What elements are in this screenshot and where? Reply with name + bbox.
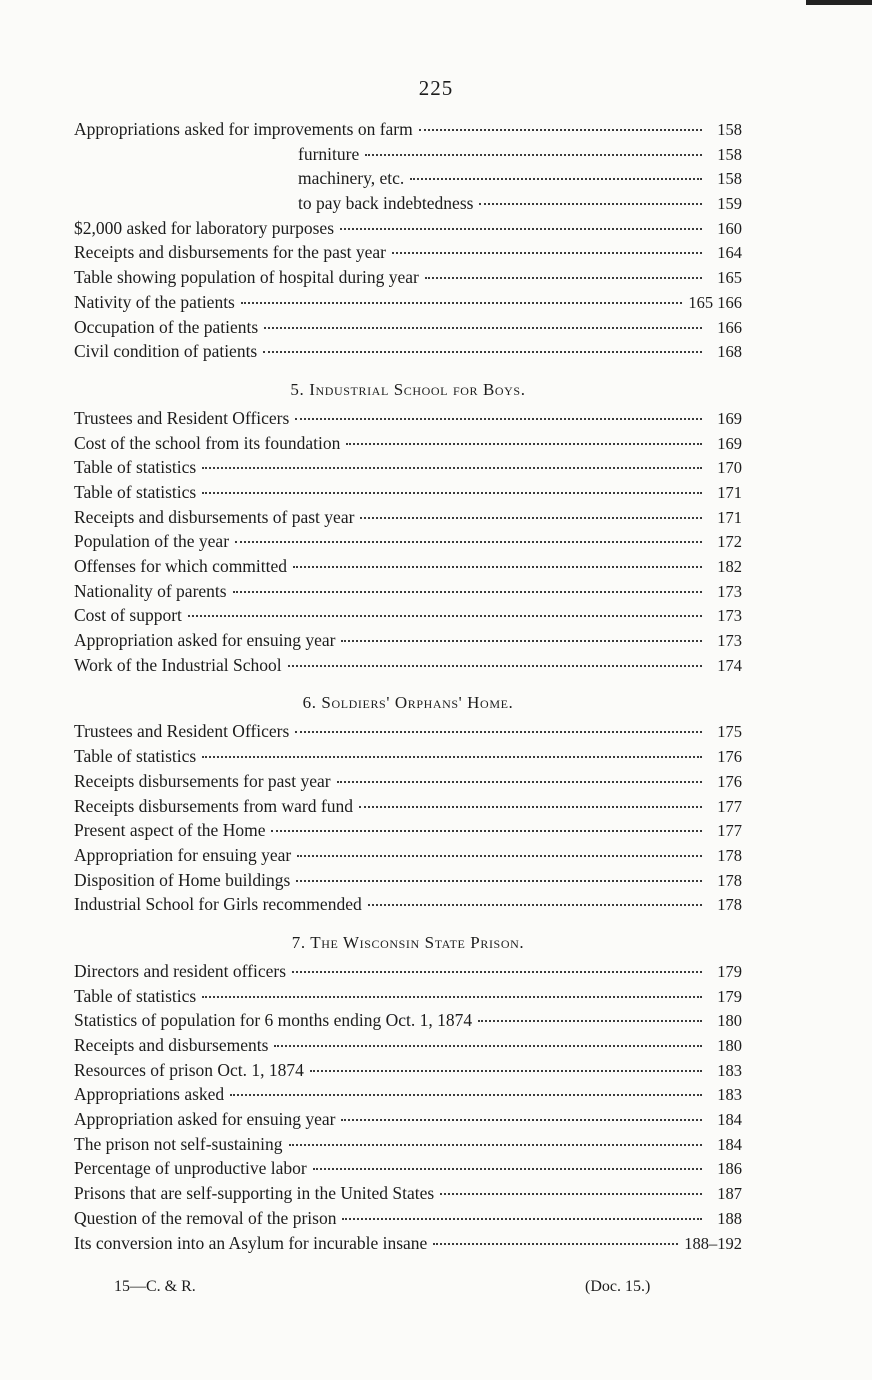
toc-entry <box>74 339 742 364</box>
toc-entry <box>74 1058 742 1083</box>
entry-page-number: 159 <box>717 194 742 214</box>
toc-entry <box>74 1107 742 1132</box>
dot-leader <box>293 566 702 568</box>
entry-page-number: 183 <box>717 1060 742 1080</box>
dot-leader <box>271 830 702 832</box>
toc-entry <box>74 868 742 893</box>
toc-section <box>74 380 742 678</box>
toc-entry <box>74 719 742 744</box>
dot-leader <box>233 591 702 593</box>
entry-page-number: 174 <box>717 655 742 675</box>
entry-label: Prisons that are self-supporting in the United States <box>74 1183 435 1204</box>
entry-page-number: 184 <box>717 1134 742 1154</box>
toc-entry <box>74 984 742 1009</box>
entry-label: Appropriation asked for ensuing year <box>74 630 336 651</box>
entry-label: Table of statistics <box>74 481 197 502</box>
dot-leader <box>295 731 702 733</box>
toc-entry <box>74 265 742 290</box>
dot-leader <box>235 541 702 543</box>
toc-entry <box>74 769 742 794</box>
entry-page-number: 158 <box>717 120 742 139</box>
toc-entry <box>74 431 742 456</box>
dot-leader <box>202 467 702 469</box>
entry-page-number: 168 <box>717 342 742 362</box>
toc-entry <box>74 1132 742 1157</box>
dot-leader <box>410 178 702 180</box>
entry-page-number: 188 <box>717 1208 742 1228</box>
entry-page-number: 166 <box>717 317 742 337</box>
entry-page-number: 184 <box>717 1110 742 1130</box>
entry-page-number: 182 <box>717 557 742 576</box>
entry-label: Receipts disbursements from ward fund <box>74 795 353 816</box>
toc-entry <box>74 818 742 843</box>
dot-leader <box>342 1218 702 1220</box>
toc-entry <box>74 1206 742 1231</box>
entry-page-number: 176 <box>717 747 742 767</box>
entry-label: Industrial School for Girls recommended <box>74 894 362 915</box>
entry-page-number: 179 <box>717 986 742 1006</box>
table-of-contents <box>74 117 742 1255</box>
entry-label: Trustees and Resident Officers <box>74 407 290 428</box>
toc-section <box>74 693 742 917</box>
toc-entry <box>74 1231 742 1256</box>
entry-label: Offenses for which committed <box>74 556 288 576</box>
entry-page-number: 180 <box>717 1036 742 1055</box>
entry-page-number: 178 <box>717 870 742 890</box>
entry-page-number: 178 <box>717 895 742 915</box>
dot-leader <box>337 781 702 783</box>
entry-label: Appropriations asked <box>74 1084 225 1105</box>
entry-label: Table of statistics <box>74 746 197 767</box>
dot-leader <box>479 203 702 205</box>
toc-entry <box>74 166 742 191</box>
dot-leader <box>419 129 702 131</box>
dot-leader <box>296 880 702 882</box>
section-heading: 7. The Wisconsin State Prison. <box>291 932 525 952</box>
toc-entry <box>74 744 742 769</box>
toc-entry <box>74 628 742 653</box>
dot-leader <box>425 277 702 279</box>
toc-entry <box>74 290 742 315</box>
toc-entry <box>74 1033 742 1058</box>
dot-leader <box>368 904 702 906</box>
toc-entry <box>74 406 742 431</box>
entry-label: Receipts and disbursements of past year <box>74 506 355 527</box>
entry-label: Statistics of population for 6 months ending Oct. 1, 1874 <box>74 1010 473 1031</box>
entry-page-number: 186 <box>717 1159 742 1179</box>
entry-label: Receipts disbursements for past year <box>74 770 331 791</box>
entry-label: The prison not self-sustaining <box>74 1133 283 1154</box>
entry-label: Appropriation for ensuing year <box>74 844 292 865</box>
entry-label: Question of the removal of the prison <box>74 1207 337 1228</box>
page-number: 225 <box>418 76 454 100</box>
entry-label: Disposition of Home buildings <box>74 869 291 890</box>
section-heading: 6. Soldiers' Orphans' Home. <box>302 693 514 713</box>
dot-leader <box>359 806 702 808</box>
toc-entry <box>74 455 742 480</box>
dot-leader <box>202 996 702 998</box>
entry-label: Work of the Industrial School <box>74 654 282 675</box>
entry-label: machinery, etc. <box>298 168 405 189</box>
entry-label: Resources of prison Oct. 1, 1874 <box>74 1059 304 1080</box>
toc-entry <box>74 794 742 819</box>
toc-entry <box>74 892 742 917</box>
entry-label: Table showing population of hospital during year <box>74 267 419 288</box>
entry-label: Appropriations asked for improvements on farm <box>74 119 413 139</box>
entry-page-number: 177 <box>717 796 742 816</box>
entry-page-number: 175 <box>717 722 742 742</box>
toc-entry <box>74 653 742 678</box>
entry-label: to pay back indebtedness <box>298 193 474 214</box>
entry-label: Receipts and disbursements for the past year <box>74 242 386 263</box>
toc-entry <box>74 554 742 579</box>
entry-page-number: 171 <box>717 507 742 527</box>
entry-label: Percentage of unproductive labor <box>74 1158 307 1179</box>
dot-leader <box>241 302 683 304</box>
dot-leader <box>263 351 702 353</box>
entry-page-number: 158 <box>717 144 742 164</box>
dot-leader <box>274 1045 702 1047</box>
entry-page-number: 173 <box>717 631 742 651</box>
dot-leader <box>433 1243 678 1245</box>
dot-leader <box>310 1070 702 1072</box>
entry-label: Trustees and Resident Officers <box>74 721 290 742</box>
entry-label: Present aspect of the Home <box>74 820 266 841</box>
toc-entry <box>74 529 742 554</box>
dot-leader <box>341 640 702 642</box>
toc-entry <box>74 216 742 241</box>
dot-leader <box>288 665 702 667</box>
dot-leader <box>289 1144 702 1146</box>
entry-page-number: 165 166 <box>688 292 742 312</box>
entry-page-number: 158 <box>717 169 742 189</box>
dot-leader <box>346 443 702 445</box>
toc-entry <box>74 959 742 984</box>
footer-signature: 15—C. & R. <box>114 1278 196 1295</box>
entry-page-number: 177 <box>717 821 742 841</box>
entry-page-number: 176 <box>717 771 742 791</box>
footer-doc-number: (Doc. 15.) <box>585 1278 651 1295</box>
toc-entry <box>74 1008 742 1033</box>
entry-label: Occupation of the patients <box>74 316 259 337</box>
entry-page-number: 164 <box>717 243 742 263</box>
entry-label: Table of statistics <box>74 457 197 478</box>
toc-entry <box>74 603 742 628</box>
entry-page-number: 180 <box>717 1011 742 1031</box>
toc-entry <box>74 505 742 530</box>
entry-page-number: 160 <box>717 218 742 238</box>
dot-leader <box>202 756 702 758</box>
dot-leader <box>230 1094 702 1096</box>
entry-page-number: 187 <box>717 1184 742 1204</box>
dot-leader <box>264 327 702 329</box>
dot-leader <box>341 1119 702 1121</box>
dot-leader <box>297 855 702 857</box>
toc-entry <box>74 315 742 340</box>
toc-entry <box>74 579 742 604</box>
entry-label: Receipts and disbursements <box>74 1035 269 1055</box>
dot-leader <box>295 418 702 420</box>
entry-page-number: 171 <box>717 482 742 502</box>
entry-page-number: 188–192 <box>684 1233 742 1253</box>
entry-label: Population of the year <box>74 531 230 552</box>
entry-page-number: 173 <box>717 581 742 601</box>
toc-entry <box>74 1156 742 1181</box>
toc-section <box>74 933 742 1255</box>
dot-leader <box>202 492 702 494</box>
dot-leader <box>340 228 702 230</box>
toc-entry <box>74 142 742 167</box>
entry-label: Directors and resident officers <box>74 960 287 981</box>
toc-entry <box>74 191 742 216</box>
entry-label: Table of statistics <box>74 985 197 1006</box>
toc-section <box>74 117 742 364</box>
toc-entry <box>74 843 742 868</box>
entry-label: Cost of the school from its foundation <box>74 432 341 453</box>
dot-leader <box>478 1020 702 1022</box>
entry-label: furniture <box>298 143 360 164</box>
toc-entry <box>74 1181 742 1206</box>
toc-entry <box>74 1082 742 1107</box>
entry-label: Nationality of parents <box>74 580 227 601</box>
dot-leader <box>313 1168 702 1170</box>
entry-label: Its conversion into an Asylum for incurable insane <box>74 1232 428 1253</box>
dot-leader <box>440 1193 702 1195</box>
dot-leader <box>392 252 702 254</box>
entry-label: $2,000 asked for laboratory purposes <box>74 217 335 238</box>
top-edge-rule <box>806 0 872 5</box>
dot-leader <box>365 154 702 156</box>
entry-page-number: 165 <box>717 268 742 288</box>
entry-page-number: 169 <box>717 408 742 428</box>
entry-label: Nativity of the patients <box>74 291 235 312</box>
dot-leader <box>292 971 702 973</box>
toc-entry <box>74 240 742 265</box>
entry-page-number: 178 <box>717 845 742 865</box>
entry-page-number: 169 <box>717 433 742 453</box>
section-heading: 5. Industrial School for Boys. <box>290 379 526 399</box>
toc-entry <box>74 480 742 505</box>
entry-label: Civil condition of patients <box>74 341 258 362</box>
entry-page-number: 179 <box>717 961 742 981</box>
toc-entry <box>74 117 742 142</box>
entry-page-number: 173 <box>717 606 742 626</box>
dot-leader <box>188 615 702 617</box>
entry-page-number: 172 <box>717 532 742 552</box>
entry-label: Appropriation asked for ensuing year <box>74 1109 336 1130</box>
entry-page-number: 170 <box>717 458 742 478</box>
dot-leader <box>360 517 702 519</box>
entry-label: Cost of support <box>74 605 182 626</box>
entry-page-number: 183 <box>717 1085 742 1105</box>
